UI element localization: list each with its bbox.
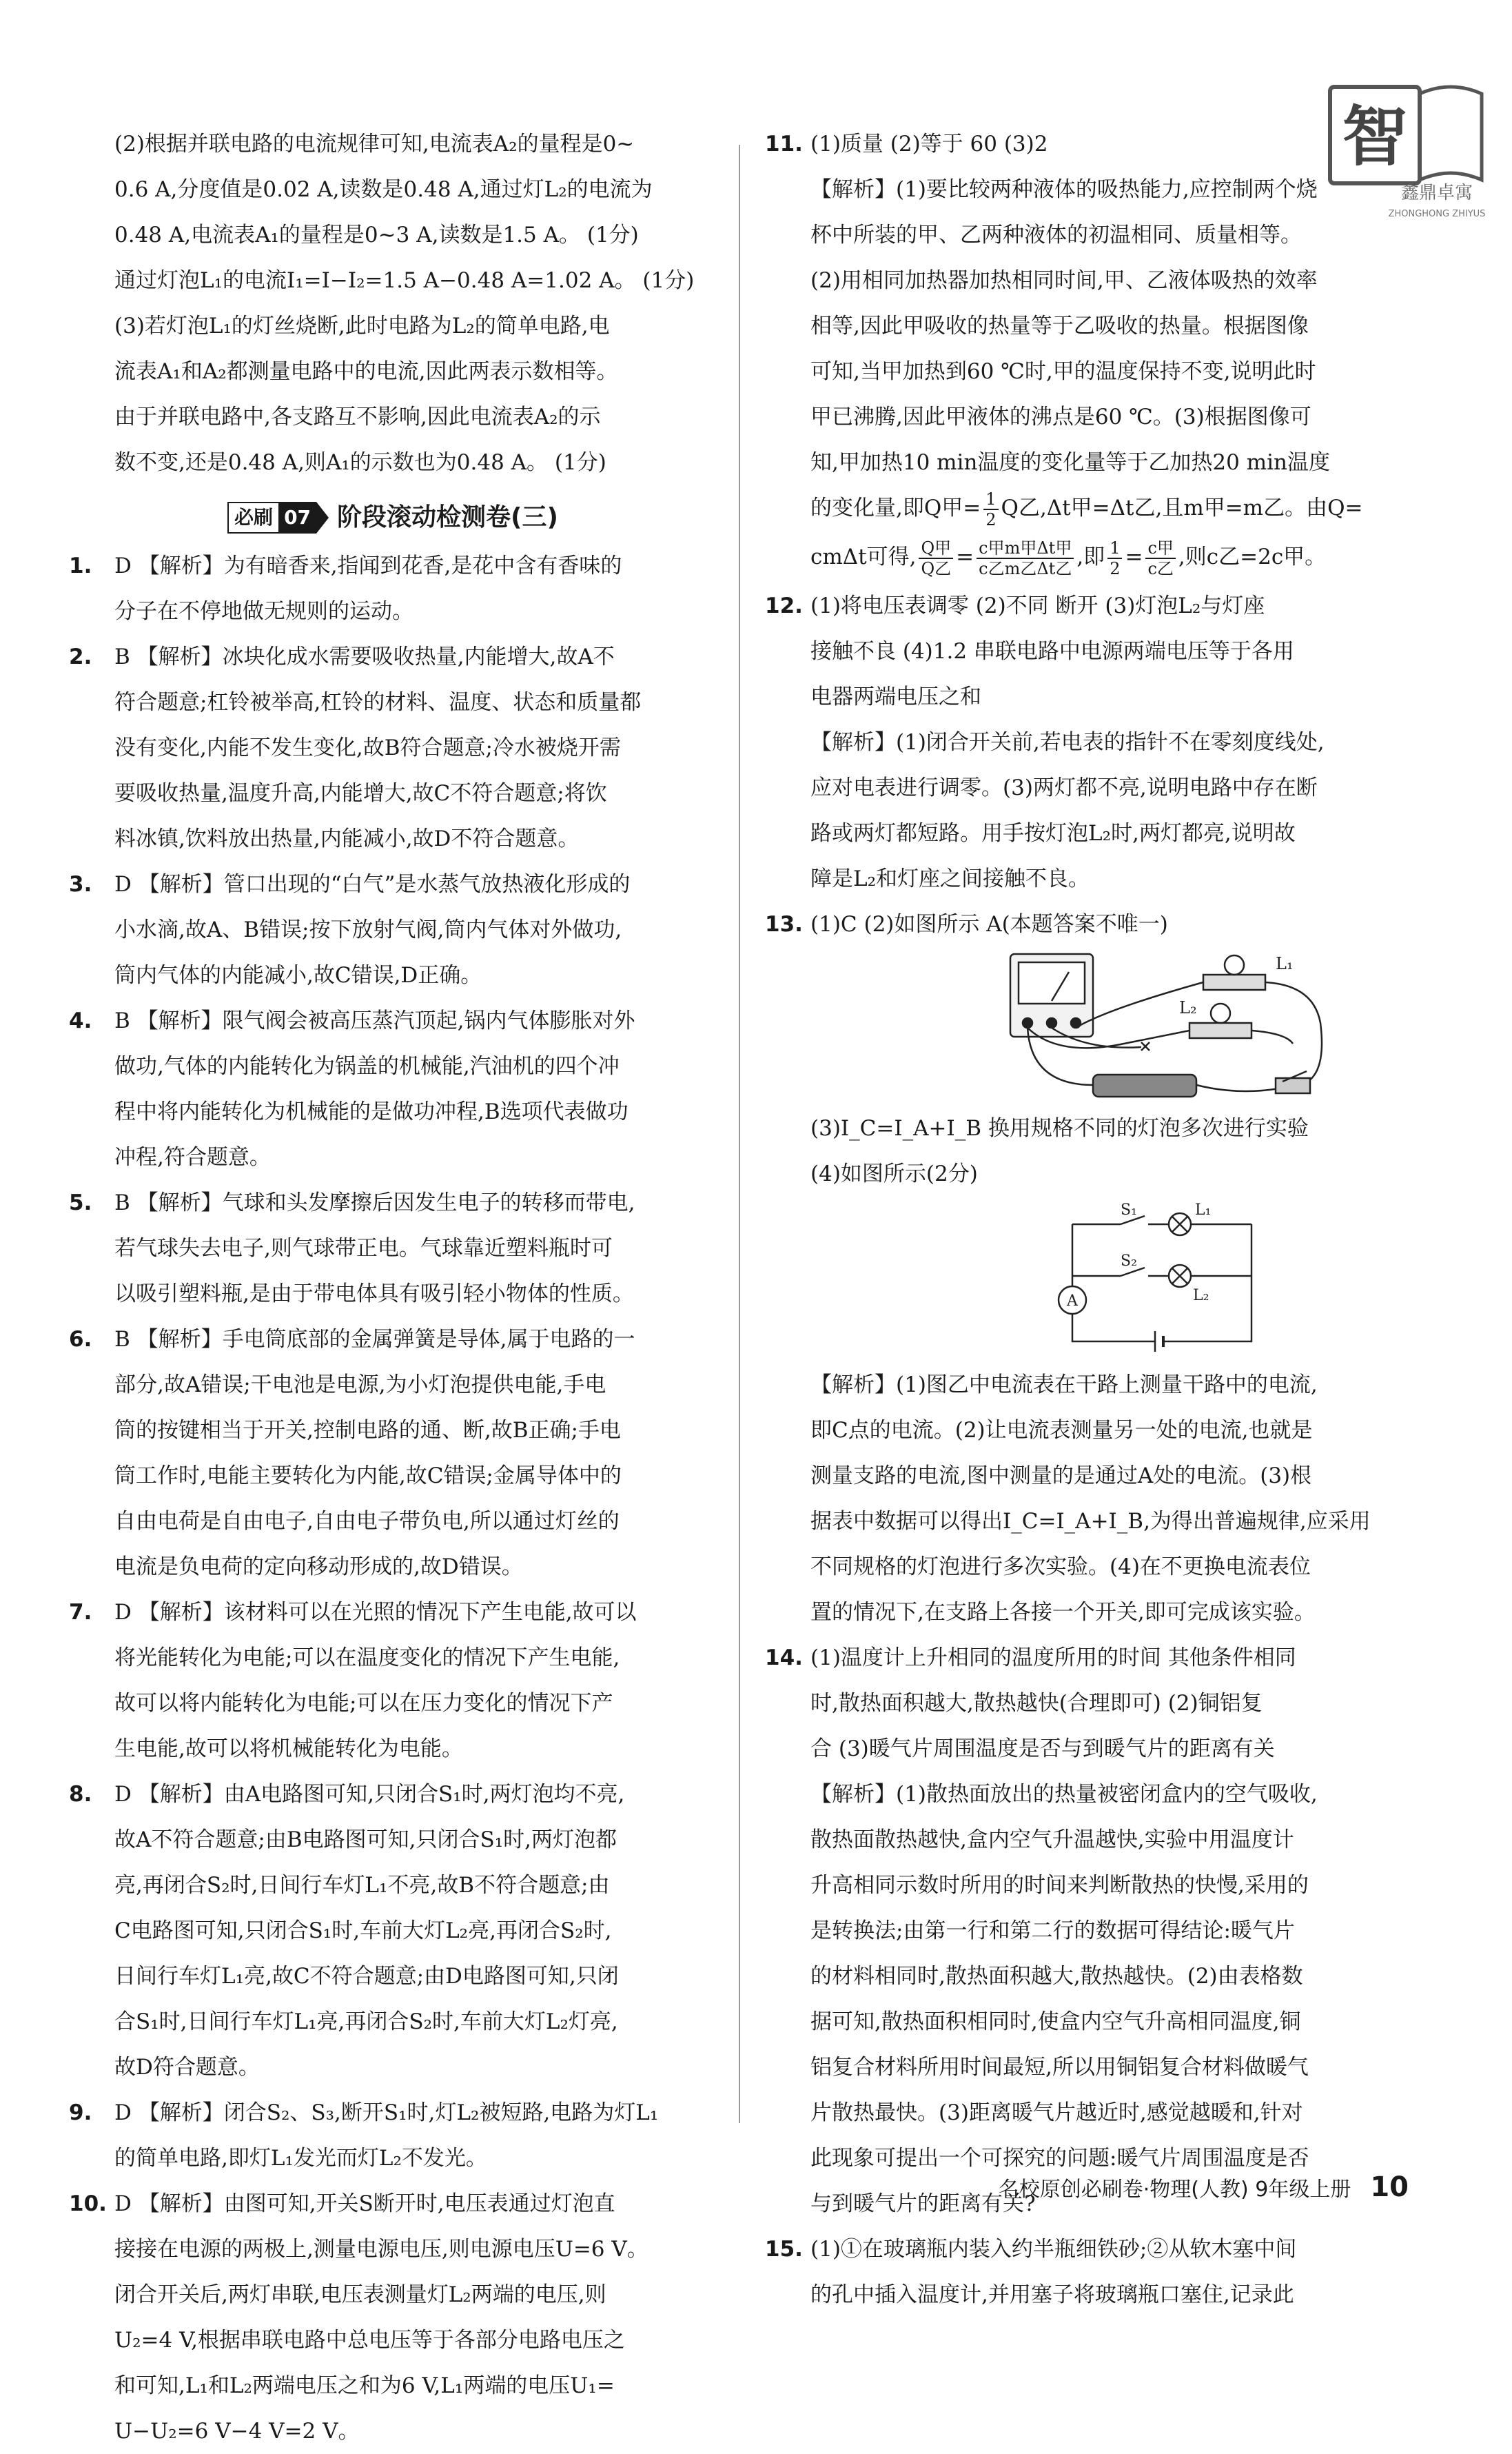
section-badge [227, 502, 329, 534]
equation-line-1 [810, 485, 1427, 531]
text-line: 片散热最快。(3)距离暖气片越近时,感觉越暖和,针对 [810, 2100, 1303, 2125]
fraction [919, 538, 953, 578]
item-number: 13. [765, 912, 803, 937]
item-number: 7. [69, 1600, 92, 1625]
text-line: 没有变化,内能不发生变化,故B符合题意;冷水被烧开需 [114, 736, 621, 760]
text-line: D 【解析】由图可知,开关S断开时,电压表通过灯泡直 [114, 2191, 615, 2216]
text-line: 接触不良 (4)1.2 串联电路中电源两端电压等于各用 [810, 639, 1294, 664]
text-line: 0.48 A,电流表A₁的量程是0~3 A,读数是1.5 A。 (1分) [114, 223, 639, 247]
denominator: c乙m乙Δt乙 [979, 558, 1072, 578]
answer-item [69, 1772, 717, 2090]
numerator: Q甲 [919, 538, 953, 559]
text-line: 相等,因此甲吸收的热量等于乙吸收的热量。根据图像 [810, 314, 1309, 338]
text-line: (4)如图所示(2分) [810, 1162, 978, 1186]
fig2-label-s1: S₁ [1121, 1201, 1137, 1219]
text-line: B 【解析】冰块化成水需要吸收热量,内能增大,故A不 [114, 645, 615, 669]
text-line: 将光能转化为电能;可以在温度变化的情况下产生电能, [114, 1645, 620, 1670]
text-line: 数不变,还是0.48 A,则A₁的示数也为0.48 A。 (1分) [114, 450, 606, 475]
text-line: 分子在不停地做无规则的运动。 [114, 599, 413, 624]
eq-text: 的变化量,即Q甲= [810, 496, 981, 520]
eq-text: = [1125, 545, 1143, 569]
badge-arrow-icon [316, 502, 329, 534]
eq-text: cmΔt可得, [810, 545, 917, 569]
text-line: 筒的按键相当于开关,控制电路的通、断,故B正确;手电 [114, 1418, 621, 1443]
answer-item-12 [765, 583, 1427, 902]
text-line: B 【解析】气球和头发摩擦后因发生电子的转移而带电, [114, 1190, 635, 1215]
text-line: 电流是负电荷的定向移动形成的,故D错误。 [114, 1554, 523, 1579]
text-line: 时,散热面积越大,散热越快(合理即可) (2)铜铝复 [810, 1691, 1263, 1716]
numerator: c甲m甲Δt甲 [977, 538, 1074, 559]
text-line: 【解析】(1)闭合开关前,若电表的指针不在零刻度线处, [810, 730, 1325, 755]
text-line: D 【解析】为有暗香来,指闻到花香,是花中含有香味的 [114, 554, 622, 578]
denominator: Q乙 [921, 558, 952, 578]
text-line: 日间行车灯L₁亮,故C不符合题意;由D电路图可知,只闭 [114, 1964, 619, 1989]
logo-char: 智 [1342, 99, 1408, 175]
text-line: 甲已沸腾,因此甲液体的沸点是60 ℃。(3)根据图像可 [810, 405, 1311, 429]
fraction [1107, 538, 1122, 578]
text-line: 故可以将内能转化为电能;可以在压力变化的情况下产 [114, 1691, 613, 1716]
text-line: 接接在电源的两极上,测量电源电压,则电源电压U=6 V。 [114, 2237, 648, 2262]
numerator: 1 [983, 489, 998, 510]
ammeter-label: A [1067, 1292, 1078, 1310]
item-number: 12. [765, 594, 803, 618]
fig1-label-l1: L₁ [1276, 954, 1294, 973]
denominator: c乙 [1147, 558, 1174, 578]
answer-item [69, 998, 717, 1180]
item-number: 10. [69, 2191, 107, 2216]
text-line: (1)质量 (2)等于 60 (3)2 [810, 132, 1048, 156]
text-line: 散热面散热越快,盒内空气升温越快,实验中用温度计 [810, 1827, 1294, 1852]
text-line: 据表中数据可以得出I_C=I_A+I_B,为得出普遍规律,应采用 [810, 1509, 1371, 1534]
text-line: U−U₂=6 V−4 V=2 V。 [114, 2419, 360, 2444]
fig2-label-l2: L₂ [1193, 1287, 1209, 1304]
item-number: 1. [69, 554, 92, 578]
text-line: 是转换法;由第一行和第二行的数据可得结论:暖气片 [810, 1918, 1295, 1943]
text-line: 知,甲加热10 min温度的变化量等于乙加热20 min温度 [810, 450, 1331, 475]
text-line: 闭合开关后,两灯串联,电压表测量灯L₂两端的电压,则 [114, 2282, 606, 2307]
answer-item [69, 1590, 717, 1772]
text-line: U₂=4 V,根据串联电路中总电压等于各部分电路电压之 [114, 2328, 625, 2353]
footer-book-title: 名校原创必刷卷·物理(人教) 9年级上册 [998, 2178, 1351, 2202]
text-line: 做功,气体的内能转化为锅盖的机械能,汽油机的四个冲 [114, 1054, 620, 1079]
text-line: 【解析】(1)散热面放出的热量被密闭盒内的空气吸收, [810, 1782, 1318, 1807]
fraction [1145, 538, 1175, 578]
text-line: (1)将电压表调零 (2)不同 断开 (3)灯泡L₂与灯座 [810, 594, 1265, 618]
column-divider [739, 145, 740, 2123]
text-line: (3)I_C=I_A+I_B 换用规格不同的灯泡多次进行实验 [810, 1116, 1309, 1141]
text-line: D 【解析】管口出现的“白气”是水蒸气放热液化形成的 [114, 872, 631, 897]
text-line: 自由电荷是自由电子,自由电子带负电,所以通过灯丝的 [114, 1509, 620, 1534]
page-footer [999, 2164, 1409, 2213]
text-line: 部分,故A错误;干电池是电源,为小灯泡提供电能,手电 [114, 1372, 606, 1397]
item-number: 3. [69, 872, 92, 897]
switch-base [1276, 1078, 1310, 1093]
text-line: 此现象可提出一个可探究的问题:暖气片周围温度是否 [810, 2146, 1309, 2171]
text-line: 【解析】(1)要比较两种液体的吸热能力,应控制两个烧 [810, 177, 1318, 202]
text-line: (1)C (2)如图所示 A(本题答案不唯一) [810, 912, 1168, 937]
text-line: (3)若灯泡L₁的灯丝烧断,此时电路为L₂的简单电路,电 [114, 314, 610, 338]
text-line: 的材料相同时,散热面积越大,散热越快。(2)由表格数 [810, 1964, 1303, 1989]
circuit-photo-figure [1003, 947, 1348, 1106]
item-number: 4. [69, 1008, 92, 1033]
text-line: 由于并联电路中,各支路互不影响,因此电流表A₂的示 [114, 405, 601, 429]
item-number: 15. [765, 2237, 803, 2262]
text-line: 置的情况下,在支路上各接一个开关,即可完成该实验。 [810, 1600, 1316, 1625]
text-line: 筒内气体的内能减小,故C错误,D正确。 [114, 963, 482, 988]
text-line: D 【解析】由A电路图可知,只闭合S₁时,两灯泡均不亮, [114, 1782, 625, 1807]
text-line: 与到暖气片的距离有关? [810, 2191, 1036, 2216]
text-line: 不同规格的灯泡进行多次实验。(4)在不更换电流表位 [810, 1554, 1311, 1579]
section-heading: 阶段滚动检测卷(三) [337, 503, 558, 531]
item-number: 9. [69, 2100, 92, 2125]
numerator: c甲 [1145, 538, 1175, 559]
section-title [69, 495, 717, 540]
text-line: 筒工作时,电能主要转化为内能,故C错误;金属导体中的 [114, 1463, 622, 1488]
fig2-label-s2: S₂ [1121, 1253, 1137, 1270]
text-line: 的简单电路,即灯L₁发光而灯L₂不发光。 [114, 2146, 487, 2171]
fig1-label-l2: L₂ [1179, 998, 1197, 1017]
text-line: B 【解析】手电筒底部的金属弹簧是导体,属于电路的一 [114, 1327, 635, 1352]
text-line: 应对电表进行调零。(3)两灯都不亮,说明电路中存在断 [810, 775, 1318, 800]
eq-text: ,则c乙=2c甲。 [1178, 545, 1327, 569]
badge-number: 07 [278, 502, 316, 534]
answer-item [69, 634, 717, 862]
eq-text: ,即 [1076, 545, 1105, 569]
text-line: 生电能,故可以将机械能转化为电能。 [114, 1736, 463, 1761]
numerator: 1 [1107, 538, 1122, 559]
previous-answer-continuation [69, 121, 717, 485]
item-number: 6. [69, 1327, 92, 1352]
answer-item-11 [765, 121, 1427, 583]
text-line: 若气球失去电子,则气球带正电。气球靠近塑料瓶时可 [114, 1236, 613, 1261]
text-line: 合 (3)暖气片周围温度是否与到暖气片的距离有关 [810, 1736, 1275, 1761]
text-line: 符合题意;杠铃被举高,杠铃的材料、温度、状态和质量都 [114, 690, 642, 715]
text-line: 【解析】(1)图乙中电流表在干路上测量干路中的电流, [810, 1372, 1318, 1397]
text-line: 路或两灯都短路。用手按灯泡L₂时,两灯都亮,说明故 [810, 821, 1296, 846]
fig2-label-l1: L₁ [1195, 1201, 1212, 1219]
answer-item-13 [765, 902, 1427, 1635]
item-number: 14. [765, 1645, 803, 1670]
text-line: 和可知,L₁和L₂两端电压之和为6 V,L₁两端的电压U₁= [114, 2373, 615, 2398]
text-line: 程中将内能转化为机械能的是做功冲程,B选项代表做功 [114, 1099, 629, 1124]
text-line: 要吸收热量,温度升高,内能增大,故C不符合题意;将饮 [114, 781, 607, 806]
text-line: (1)①在玻璃瓶内装入约半瓶细铁砂;②从软木塞中间 [810, 2237, 1297, 2262]
item-number: 8. [69, 1782, 92, 1807]
text-line: B 【解析】限气阀会被高压蒸汽顶起,锅内气体膨胀对外 [114, 1008, 635, 1033]
text-line: 0.6 A,分度值是0.02 A,读数是0.48 A,通过灯L₂的电流为 [114, 177, 653, 202]
text-line: D 【解析】该材料可以在光照的情况下产生电能,故可以 [114, 1600, 637, 1625]
text-line: 铝复合材料所用时间最短,所以用铜铝复合材料做暖气 [810, 2055, 1309, 2080]
denominator: 2 [985, 509, 997, 529]
logo-en: ZHONGHONG ZHIYUS [1388, 209, 1486, 219]
item-number: 11. [765, 132, 803, 156]
item-number: 2. [69, 645, 92, 669]
item-number: 5. [69, 1190, 92, 1215]
answer-item [69, 862, 717, 998]
text-line: 亮,再闭合S₂时,日间行车灯L₁不亮,故B不符合题意;由 [114, 1873, 610, 1898]
text-line: 障是L₂和灯座之间接触不良。 [810, 866, 1090, 891]
text-line: (2)用相同加热器加热相同时间,甲、乙液体吸热的效率 [810, 268, 1318, 293]
answer-item [69, 543, 717, 634]
answer-item [69, 1317, 717, 1590]
eq-text: Q乙,Δt甲=Δt乙,且m甲=m乙。由Q= [1001, 496, 1363, 520]
answer-list-left [69, 543, 717, 2454]
answer-item [69, 1180, 717, 1317]
text-line: 料冰镇,饮料放出热量,内能减小,故D不符合题意。 [114, 827, 580, 851]
answer-item-15 [765, 2227, 1427, 2318]
text-line: 测量支路的电流,图中测量的是通过A处的电流。(3)根 [810, 1463, 1312, 1488]
text-line: 的孔中插入温度计,并用塞子将玻璃瓶口塞住,记录此 [810, 2282, 1294, 2307]
text-line: 通过灯泡L₁的电流I₁=I−I₂=1.5 A−0.48 A=1.02 A。 (1分) [114, 268, 695, 293]
text-line: C电路图可知,只闭合S₁时,车前大灯L₂亮,再闭合S₂时, [114, 1918, 612, 1943]
circuit-schematic-figure [1017, 1197, 1293, 1362]
text-line: (1)温度计上升相同的温度所用的时间 其他条件相同 [810, 1645, 1296, 1670]
page-number: 10 [1370, 2171, 1409, 2203]
text-line: 可知,当甲加热到60 ℃时,甲的温度保持不变,说明此时 [810, 359, 1316, 384]
answer-item-14 [765, 1635, 1427, 2227]
text-line: 故A不符合题意;由B电路图可知,只闭合S₁时,两灯泡都 [114, 1827, 617, 1852]
eq-text: = [956, 545, 974, 569]
text-line: 故D符合题意。 [114, 2055, 260, 2080]
text-line: 以吸引塑料瓶,是由于带电体具有吸引轻小物体的性质。 [114, 1281, 634, 1306]
fraction [983, 489, 998, 529]
left-column [69, 121, 717, 2454]
text-line: 杯中所装的甲、乙两种液体的初温相同、质量相等。 [810, 223, 1302, 247]
answer-item [69, 2181, 717, 2454]
text-line: 电器两端电压之和 [810, 685, 981, 709]
text-line: 流表A₁和A₂都测量电路中的电流,因此两表示数相等。 [114, 359, 618, 384]
equation-line-2 [810, 531, 1427, 583]
text-line: 合S₁时,日间行车灯L₁亮,再闭合S₂时,车前大灯L₂灯亮, [114, 2009, 618, 2034]
right-column [765, 121, 1427, 2318]
text-line: D 【解析】闭合S₂、S₃,断开S₁时,灯L₂被短路,电路为灯L₁ [114, 2100, 659, 2125]
text-line: 即C点的电流。(2)让电流表测量另一处的电流,也就是 [810, 1418, 1313, 1443]
text-line: 据可知,散热面积相同时,使盒内空气升高相同温度,铜 [810, 2009, 1301, 2034]
text-line: 小水滴,故A、B错误;按下放射气阀,筒内气体对外做功, [114, 917, 622, 942]
answer-item [69, 2090, 717, 2181]
battery-pack [1093, 1075, 1196, 1097]
logo-cn: 鑫鼎卓寓 [1400, 183, 1473, 203]
denominator: 2 [1110, 558, 1121, 578]
text-line: 冲程,符合题意。 [114, 1145, 271, 1170]
text-line: 升高相同示数时所用的时间来判断散热的快慢,采用的 [810, 1873, 1309, 1898]
fraction [977, 538, 1074, 578]
text-line: (2)根据并联电路的电流规律可知,电流表A₂的量程是0~ [114, 132, 635, 156]
badge-label: 必刷 [227, 502, 278, 534]
